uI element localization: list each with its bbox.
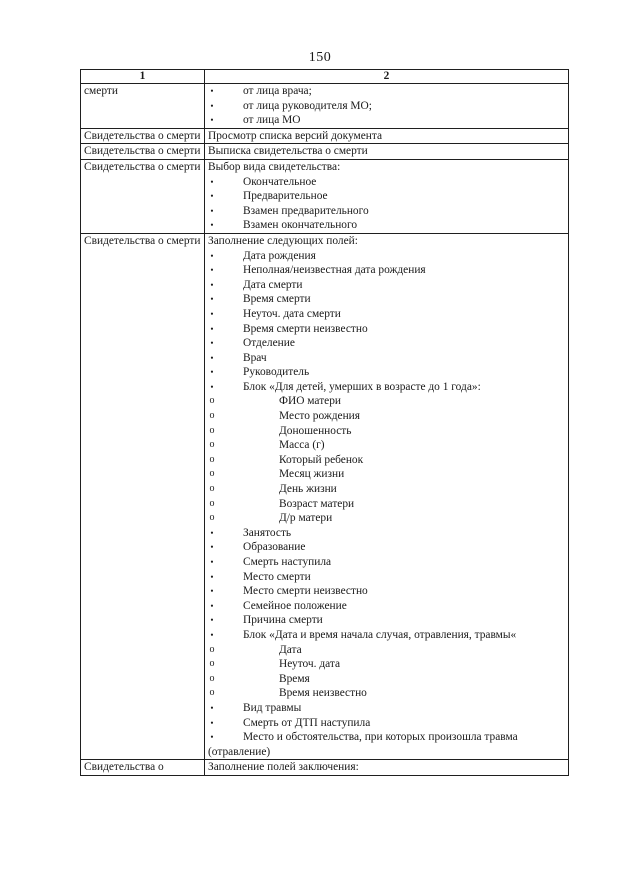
sub-bullet-item bbox=[208, 497, 565, 512]
bullet-item bbox=[208, 307, 565, 322]
bullet-item bbox=[208, 189, 565, 204]
bullet-item bbox=[208, 175, 565, 190]
table-row bbox=[81, 159, 569, 233]
content-line bbox=[208, 234, 565, 249]
circle-bullet-icon: o bbox=[209, 439, 215, 451]
bullet-text: Время смерти неизвестно bbox=[243, 322, 368, 335]
bullet-text: Неуточ. дата смерти bbox=[243, 307, 341, 320]
bullet-icon: • bbox=[210, 323, 214, 334]
bullet-text: ФИО матери bbox=[279, 395, 342, 408]
bullet-text: Место рождения bbox=[279, 410, 361, 423]
bullet-text: Место смерти неизвестно bbox=[243, 585, 368, 598]
bullet-text: Д/р матери bbox=[279, 512, 333, 525]
sub-bullet-item bbox=[208, 394, 565, 409]
bullet-text: Семейное положение bbox=[243, 599, 347, 612]
bullet-text: Неуточ. дата bbox=[279, 658, 341, 671]
sub-bullet-item bbox=[208, 482, 565, 497]
sub-bullet-item bbox=[208, 657, 565, 672]
sub-bullet-item bbox=[208, 467, 565, 482]
bullet-item bbox=[208, 365, 565, 380]
content-text: Выбор вида свидетельства: bbox=[208, 160, 341, 173]
table-row bbox=[81, 760, 569, 776]
bullet-item bbox=[208, 263, 565, 278]
content-line bbox=[208, 160, 565, 175]
row-content-cell bbox=[205, 128, 569, 144]
circle-bullet-icon: o bbox=[209, 643, 215, 655]
bullet-text: Блок «Для детей, умерших в возрасте до 1 года»: bbox=[243, 380, 481, 393]
bullet-icon: • bbox=[210, 732, 214, 743]
column-header-1: 1 bbox=[81, 70, 205, 84]
bullet-item bbox=[208, 218, 565, 233]
bullet-icon: • bbox=[210, 615, 214, 626]
bullet-item bbox=[208, 278, 565, 293]
bullet-icon: • bbox=[210, 176, 214, 187]
bullet-text: Взамен окончательного bbox=[243, 219, 358, 232]
content-line bbox=[208, 129, 565, 144]
bullet-text: Возраст матери bbox=[279, 497, 355, 510]
row-section-cell: Свидетельства о смерти bbox=[81, 128, 205, 144]
bullet-text: Место и обстоятельства, при которых произошла травма bbox=[243, 731, 518, 744]
bullet-text: Взамен предварительного bbox=[243, 204, 369, 217]
row-content-cell bbox=[205, 760, 569, 776]
bullet-text: Время смерти bbox=[243, 293, 311, 306]
circle-bullet-icon: o bbox=[209, 483, 215, 495]
bullet-text: День жизни bbox=[279, 483, 337, 496]
bullet-icon: • bbox=[210, 717, 214, 728]
bullet-text: Причина смерти bbox=[243, 614, 323, 627]
bullet-icon: • bbox=[210, 220, 214, 231]
bullet-text: Который ребенок bbox=[279, 453, 364, 466]
table-row bbox=[81, 84, 569, 129]
bullet-text: Блок «Дата и время начала случая, отравления, травмы« bbox=[243, 628, 517, 641]
row-section-cell: Свидетельства о bbox=[81, 760, 205, 776]
bullet-text: от лица руководителя МО; bbox=[243, 99, 372, 112]
sub-bullet-item bbox=[208, 686, 565, 701]
bullet-text: Образование bbox=[243, 541, 306, 554]
table-row bbox=[81, 128, 569, 144]
bullet-item bbox=[208, 701, 565, 716]
bullet-text: Окончательное bbox=[243, 175, 317, 188]
sub-bullet-item bbox=[208, 672, 565, 687]
bullet-text: Время неизвестно bbox=[279, 687, 367, 700]
sub-bullet-item bbox=[208, 453, 565, 468]
row-content-cell bbox=[205, 233, 569, 759]
bullet-item bbox=[208, 570, 565, 585]
bullet-icon: • bbox=[210, 250, 214, 261]
bullet-icon: • bbox=[210, 100, 214, 111]
content-line bbox=[208, 144, 565, 159]
bullet-item bbox=[208, 730, 565, 745]
bullet-icon: • bbox=[210, 352, 214, 363]
bullet-icon: • bbox=[210, 586, 214, 597]
bullet-item bbox=[208, 526, 565, 541]
bullet-text: Отделение bbox=[243, 337, 295, 350]
document-table bbox=[80, 69, 569, 776]
bullet-item bbox=[208, 584, 565, 599]
bullet-item bbox=[208, 84, 565, 99]
bullet-text: Месяц жизни bbox=[279, 468, 345, 481]
bullet-item bbox=[208, 322, 565, 337]
circle-bullet-icon: o bbox=[209, 512, 215, 524]
sub-bullet-item bbox=[208, 424, 565, 439]
bullet-text: Дата рождения bbox=[243, 249, 316, 262]
bullet-item bbox=[208, 336, 565, 351]
content-text: Заполнение полей заключения: bbox=[208, 761, 359, 774]
bullet-icon: • bbox=[210, 702, 214, 713]
bullet-text: Дата смерти bbox=[243, 278, 303, 291]
row-content-cell bbox=[205, 144, 569, 160]
table-row bbox=[81, 233, 569, 759]
bullet-icon: • bbox=[210, 294, 214, 305]
circle-bullet-icon: o bbox=[209, 453, 215, 465]
row-section-cell: Свидетельства о смерти bbox=[81, 233, 205, 759]
circle-bullet-icon: o bbox=[209, 687, 215, 699]
bullet-item bbox=[208, 599, 565, 614]
bullet-item bbox=[208, 540, 565, 555]
bullet-text: Вид травмы bbox=[243, 701, 302, 714]
row-section-cell: Свидетельства о смерти bbox=[81, 144, 205, 160]
row-content-cell bbox=[205, 159, 569, 233]
bullet-icon: • bbox=[210, 115, 214, 126]
bullet-icon: • bbox=[210, 308, 214, 319]
bullet-item bbox=[208, 716, 565, 731]
bullet-text: от лица врача; bbox=[243, 85, 312, 97]
bullet-text: Занятость bbox=[243, 526, 292, 539]
bullet-icon: • bbox=[210, 542, 214, 553]
circle-bullet-icon: o bbox=[209, 672, 215, 684]
content-text: Заполнение следующих полей: bbox=[208, 234, 358, 247]
page-number: 150 bbox=[308, 50, 332, 65]
circle-bullet-icon: o bbox=[209, 424, 215, 436]
bullet-item bbox=[208, 204, 565, 219]
bullet-text: Смерть от ДТП наступила bbox=[243, 716, 371, 729]
bullet-item bbox=[208, 351, 565, 366]
sub-bullet-item bbox=[208, 511, 565, 526]
circle-bullet-icon: o bbox=[209, 395, 215, 407]
row-section-cell: смерти bbox=[81, 84, 205, 129]
content-text: Выписка свидетельства о смерти bbox=[208, 145, 368, 158]
bullet-item bbox=[208, 292, 565, 307]
bullet-item bbox=[208, 628, 565, 643]
bullet-icon: • bbox=[210, 527, 214, 538]
table-body bbox=[81, 84, 569, 776]
bullet-text: Смерть наступила bbox=[243, 556, 332, 568]
circle-bullet-icon: o bbox=[209, 658, 215, 670]
bullet-item bbox=[208, 113, 565, 128]
sub-bullet-item bbox=[208, 438, 565, 453]
bullet-item bbox=[208, 380, 565, 395]
bullet-icon: • bbox=[210, 367, 214, 378]
sub-bullet-item bbox=[208, 643, 565, 658]
table-header-row bbox=[81, 70, 569, 84]
bullet-continuation: (отравление) bbox=[208, 745, 271, 758]
bullet-text: Предварительное bbox=[243, 190, 328, 203]
bullet-icon: • bbox=[210, 279, 214, 290]
row-section-cell: Свидетельства о смерти bbox=[81, 159, 205, 233]
bullet-item bbox=[208, 613, 565, 628]
bullet-icon: • bbox=[210, 600, 214, 611]
bullet-item bbox=[208, 249, 565, 264]
bullet-text: Место смерти bbox=[243, 570, 311, 583]
bullet-item bbox=[208, 99, 565, 114]
bullet-icon: • bbox=[210, 338, 214, 349]
content-text: Просмотр списка версий документа bbox=[208, 129, 383, 142]
circle-bullet-icon: o bbox=[209, 497, 215, 509]
bullet-icon: • bbox=[210, 381, 214, 392]
bullet-icon: • bbox=[210, 86, 214, 96]
bullet-item bbox=[208, 555, 565, 570]
content-line bbox=[208, 760, 565, 775]
bullet-icon: • bbox=[210, 629, 214, 640]
circle-bullet-icon: o bbox=[209, 410, 215, 422]
bullet-text: от лица МО bbox=[243, 114, 301, 127]
column-header-2: 2 bbox=[205, 70, 569, 84]
bullet-text: Доношенность bbox=[279, 424, 352, 437]
bullet-text: Руководитель bbox=[243, 366, 310, 379]
bullet-icon: • bbox=[210, 205, 214, 216]
bullet-text: Масса (г) bbox=[279, 439, 325, 452]
bullet-icon: • bbox=[210, 265, 214, 276]
sub-bullet-item bbox=[208, 409, 565, 424]
row-content-cell bbox=[205, 84, 569, 129]
bullet-icon: • bbox=[210, 191, 214, 202]
circle-bullet-icon: o bbox=[209, 468, 215, 480]
bullet-icon: • bbox=[210, 571, 214, 582]
bullet-text: Дата bbox=[279, 643, 302, 656]
bullet-text: Врач bbox=[243, 351, 267, 364]
bullet-icon: • bbox=[210, 557, 214, 567]
bullet-text: Неполная/неизвестная дата рождения bbox=[243, 264, 426, 277]
bullet-text: Время bbox=[279, 672, 310, 685]
table-row bbox=[81, 144, 569, 160]
